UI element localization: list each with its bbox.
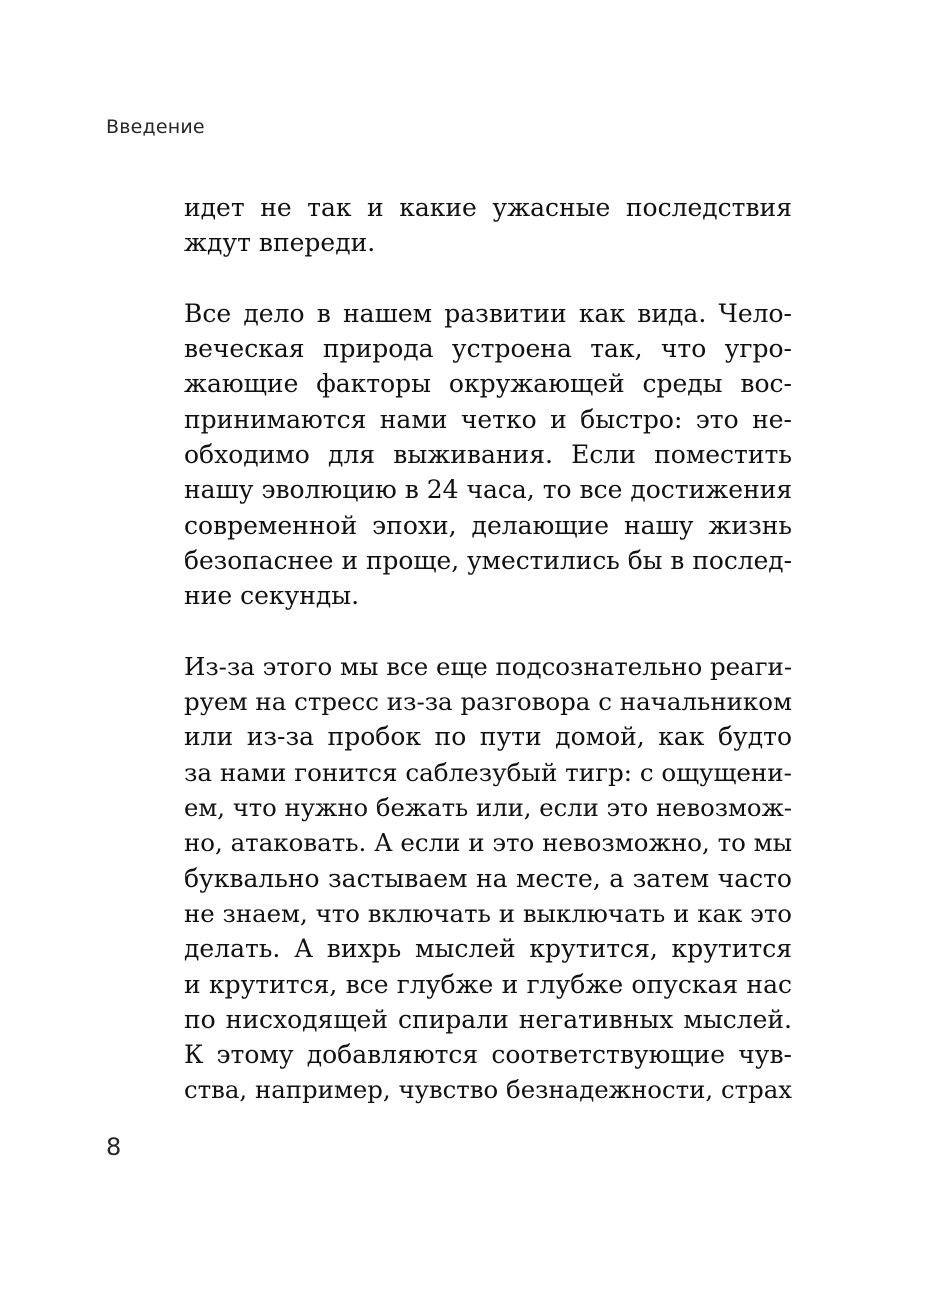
text-line: жающие факторы окружающей среды вос- — [184, 369, 792, 399]
text-line: ства, например, чувство безнадежности, страх — [184, 1075, 792, 1105]
paragraph-2 — [184, 296, 792, 614]
text-line: делать. А вихрь мыслей крутится, крутится — [184, 934, 792, 964]
text-line: принимаются нами четко и быстро: это не- — [184, 404, 792, 434]
text-line: руем на стресс из-за разговора с начальником — [184, 687, 792, 717]
text-line: ем, что нужно бежать или, если это невозмож- — [184, 793, 792, 823]
text-line: по нисходящей спирали негативных мыслей. — [184, 1004, 792, 1034]
paragraph-3 — [184, 649, 792, 1108]
text-line: и крутится, все глубже и глубже опуская нас — [184, 969, 792, 999]
text-line: Из-за этого мы все еще подсознательно реаги- — [184, 651, 793, 681]
text-line: ние секунды. — [184, 581, 360, 611]
running-head: Введение — [106, 116, 205, 138]
text-line: Все дело в нашем развитии как вида. Чело- — [184, 298, 792, 328]
text-line: ждут впереди. — [184, 228, 376, 258]
text-line: идет не так и какие ужасные последствия — [184, 193, 792, 222]
text-line: нашу эволюцию в 24 часа, то все достижения — [184, 475, 793, 505]
text-line: буквально застываем на месте, а затем часто — [184, 863, 792, 893]
text-line: безопаснее и проще, уместились бы в послед- — [184, 545, 792, 575]
text-line: К этому добавляются соответствующие чув- — [184, 1040, 792, 1070]
text-line: обходимо для выживания. Если поместить — [184, 440, 792, 470]
text-line: не знаем, что включать и выключать и как это — [184, 898, 792, 928]
text-line: или из-за пробок по пути домой, как будто — [184, 722, 792, 752]
text-line: веческая природа устроена так, что угро- — [184, 334, 792, 364]
text-line: но, атаковать. А если и это невозможно, то мы — [184, 828, 793, 858]
text-line: за нами гонится саблезубый тигр: с ощущени- — [184, 757, 792, 787]
text-line: современной эпохи, делающие нашу жизнь — [184, 510, 792, 540]
body-text — [184, 190, 792, 1108]
page-number: 8 — [106, 1133, 122, 1161]
paragraph-1 — [184, 190, 792, 261]
